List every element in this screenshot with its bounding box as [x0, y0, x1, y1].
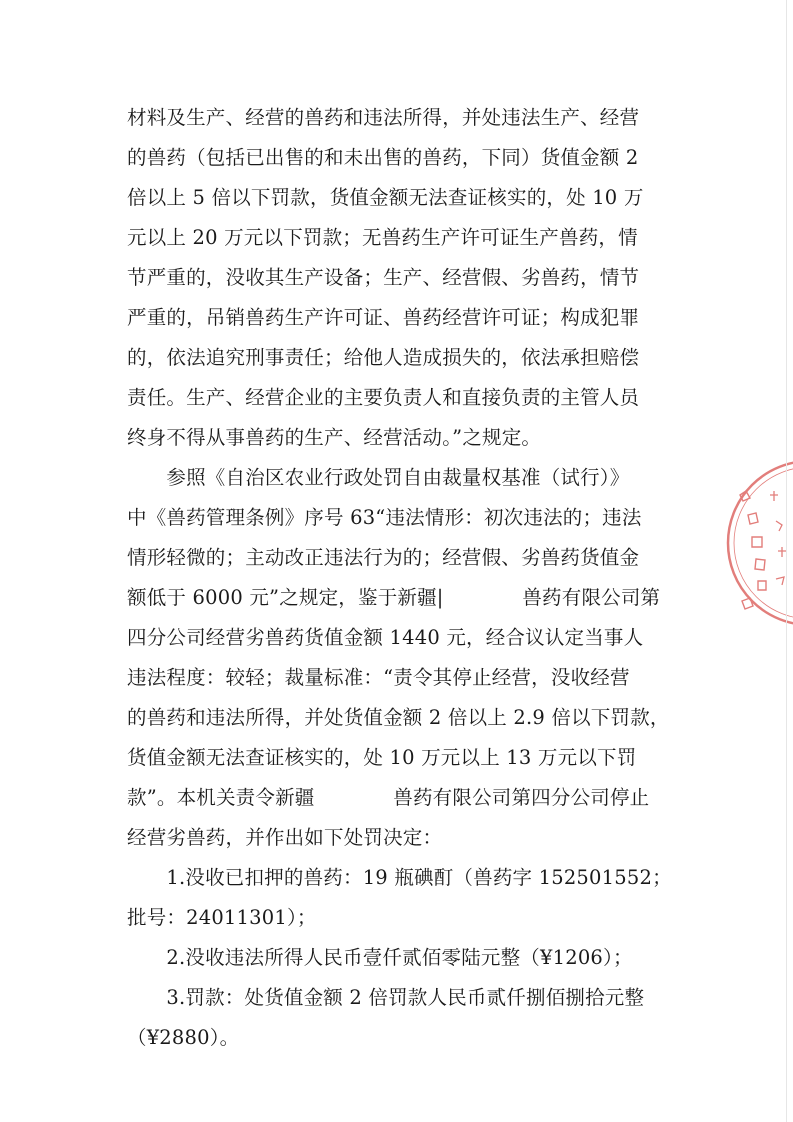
text-line: 中《兽药管理条例》序号 63“违法情形：初次违法的；违法 — [127, 506, 642, 529]
text-line: 倍以上 5 倍以下罚款，货值金额无法查证核实的，处 10 万 — [127, 186, 644, 209]
text-line: 情形轻微的；主动改正违法行为的；经营假、劣兽药货值金 — [127, 546, 640, 569]
text-line: 元以上 20 万元以下罚款；无兽药生产许可证生产兽药，情 — [127, 226, 638, 249]
text-line: （¥2880）。 — [127, 1026, 240, 1049]
text-line: 终身不得从事兽药的生产、经营活动。”之规定。 — [127, 426, 542, 449]
text-line: 的兽药和违法所得，并处货值金额 2 倍以上 2.9 倍以下罚款， — [127, 706, 670, 729]
page-edge-line — [786, 0, 787, 1122]
text-line: 批号：24011301）； — [127, 906, 317, 929]
text-line: 材料及生产、经营的兽药和违法所得，并处违法生产、经营 — [127, 106, 640, 129]
text-line: 额低于 6000 元”之规定，鉴于新疆| 兽药有限公司第 — [127, 586, 661, 609]
text-line: 的兽药（包括已出售的和未出售的兽药，下同）货值金额 2 — [127, 146, 639, 169]
text-line: 责任。生产、经营企业的主要负责人和直接负责的主管人员 — [127, 386, 640, 409]
text-line: 参照《自治区农业行政处罚自由裁量权基准（试行）》 — [127, 466, 630, 489]
text-line: 四分公司经营劣兽药货值金额 1440 元，经合议认定当事人 — [127, 626, 644, 649]
official-seal-fragment — [718, 455, 793, 635]
text-line: 货值金额无法查证核实的，处 10 万元以上 13 万元以下罚 — [127, 746, 637, 769]
text-line: 的，依法追究刑事责任；给他人造成损失的，依法承担赔偿 — [127, 346, 640, 369]
text-line: 经营劣兽药，并作出如下处罚决定： — [127, 826, 443, 849]
text-line: 严重的，吊销兽药生产许可证、兽药经营许可证；构成犯罪 — [127, 306, 640, 329]
text-line: 1.没收已扣押的兽药：19 瓶碘酊（兽药字 152501552； — [127, 866, 672, 889]
text-line: 2.没收违法所得人民币壹仟贰佰零陆元整（¥1206）； — [127, 946, 633, 969]
text-line: 款”。本机关责令新疆 兽药有限公司第四分公司停止 — [127, 786, 650, 809]
text-line: 违法程度：较轻；裁量标准：“责令其停止经营，没收经营 — [127, 666, 630, 689]
text-line: 节严重的，没收其生产设备；生产、经营假、劣兽药，情节 — [127, 266, 640, 289]
text-line: 3.罚款：处货值金额 2 倍罚款人民币贰仟捌佰捌拾元整 — [127, 986, 645, 1009]
